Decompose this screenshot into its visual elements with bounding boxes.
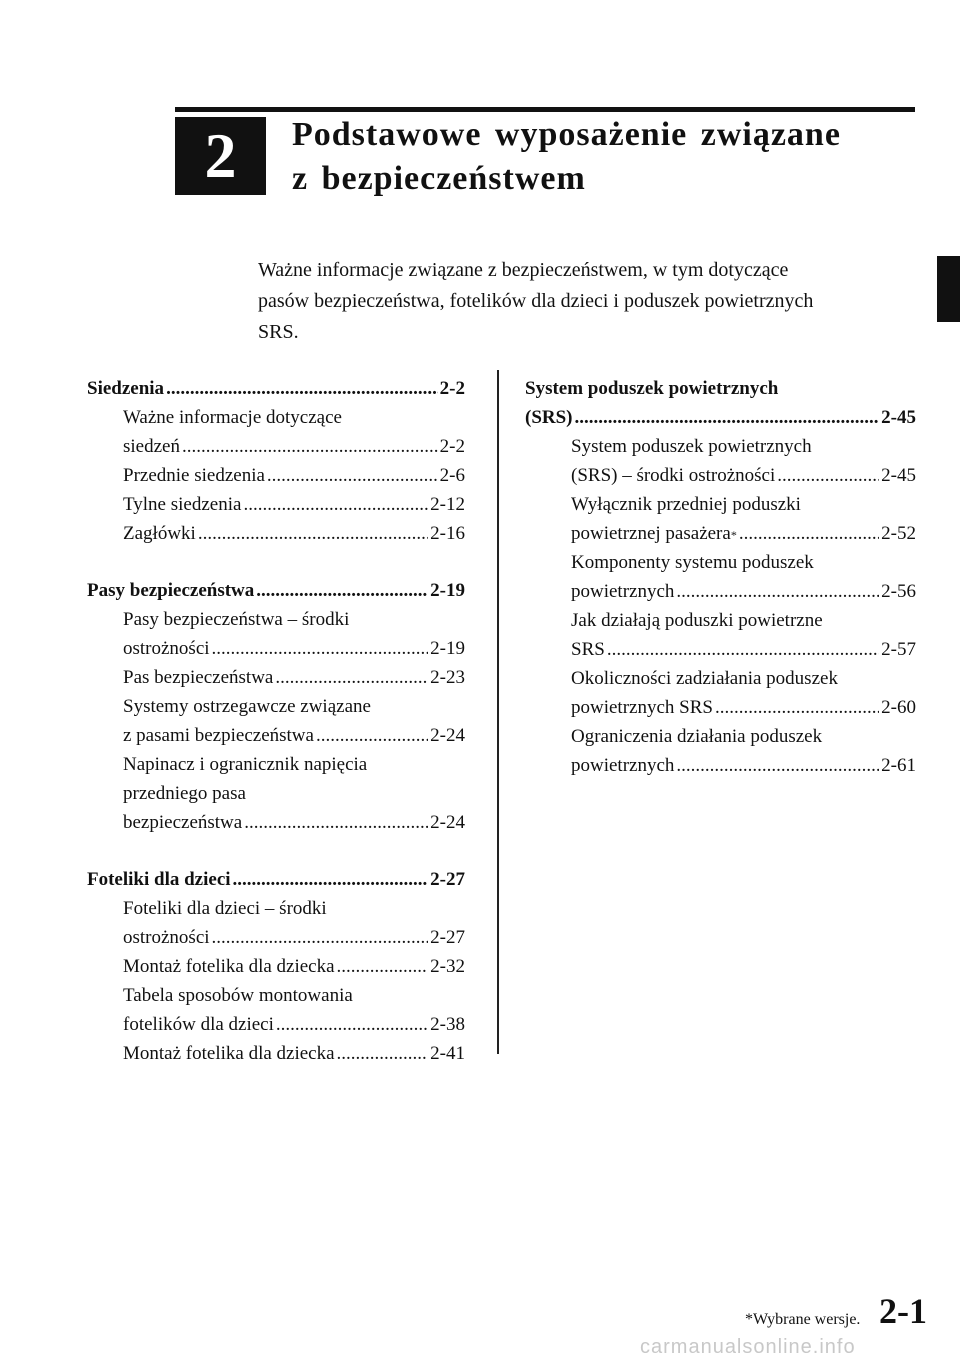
toc-entry[interactable]: Systemy ostrzegawcze związane z pasami bezpieczeństwa ..... 2-24 <box>87 692 465 750</box>
toc-page-number: 2-41 <box>430 1043 465 1064</box>
toc-page-number: 2-45 <box>881 465 916 486</box>
toc-page-number: 2-2 <box>439 436 465 457</box>
toc-entry[interactable]: Przednie siedzenia ..... 2-6 <box>87 461 465 490</box>
toc-entry[interactable]: Ważne informacje dotyczące siedzeń ..... 2-2 <box>87 403 465 461</box>
toc-entry[interactable]: Foteliki dla dzieci – środki ostrożności ..... 2-27 <box>87 894 465 952</box>
toc-page-number: 2-27 <box>430 927 465 948</box>
toc-left-column <box>87 374 465 1096</box>
toc-page-number: 2-32 <box>430 956 465 977</box>
toc-page-number: 2-2 <box>439 378 465 399</box>
toc-right-column <box>525 374 916 808</box>
toc-entry[interactable]: Tylne siedzenia ..... 2-12 <box>87 490 465 519</box>
toc-page-number: 2-16 <box>430 523 465 544</box>
footnote: *Wybrane wersje. <box>745 1311 861 1328</box>
chapter-title-line2: z bezpieczeństwem <box>292 160 586 197</box>
chapter-title <box>292 113 841 201</box>
toc-entry[interactable]: Okoliczności zadziałania poduszek powietrznych SRS ..... 2-60 <box>525 664 916 722</box>
toc-page-number: 2-45 <box>881 407 916 428</box>
toc-entry[interactable]: Pas bezpieczeństwa ..... 2-23 <box>87 663 465 692</box>
toc-section-srs <box>525 374 916 780</box>
toc-entry[interactable]: Tabela sposobów montowania fotelików dla dzieci ..... 2-38 <box>87 981 465 1039</box>
chapter-intro <box>258 255 908 348</box>
chapter-top-rule <box>175 107 915 112</box>
toc-page-number: 2-61 <box>881 755 916 776</box>
toc-section-siedzenia <box>87 374 465 548</box>
toc-entry[interactable]: Zagłówki ..... 2-16 <box>87 519 465 548</box>
page-number: 2-1 <box>879 1291 927 1331</box>
chapter-number-box <box>175 117 266 195</box>
toc-page-number: 2-19 <box>430 638 465 659</box>
toc-page-number: 2-19 <box>430 580 465 601</box>
toc-page-number: 2-56 <box>881 581 916 602</box>
toc-page-number: 2-12 <box>430 494 465 515</box>
toc-page-number: 2-52 <box>881 523 916 544</box>
toc-section-heading[interactable]: Pasy bezpieczeństwa ..... 2-19 <box>87 576 465 605</box>
toc-entry[interactable]: Komponenty systemu poduszek powietrznych ..... 2-56 <box>525 548 916 606</box>
toc-entry[interactable]: Napinacz i ogranicznik napięcia przedniego pasa bezpieczeństwa ..... 2-24 <box>87 750 465 837</box>
toc-entry[interactable]: Jak działają poduszki powietrzne SRS ..... 2-57 <box>525 606 916 664</box>
toc-page-number: 2-24 <box>430 725 465 746</box>
intro-line: pasów bezpieczeństwa, fotelików dla dzieci i poduszek powietrznych <box>258 290 814 312</box>
chapter-title-line1: Podstawowe wyposażenie związane <box>292 116 841 153</box>
toc-entry[interactable]: System poduszek powietrznych (SRS) – środki ostrożności ..... 2-45 <box>525 432 916 490</box>
toc-page-number: 2-38 <box>430 1014 465 1035</box>
chapter-number: 2 <box>204 120 237 191</box>
toc-page-number: 2-57 <box>881 639 916 660</box>
toc-section-heading[interactable]: System poduszek powietrznych (SRS) ..... 2-45 <box>525 374 916 432</box>
intro-line: SRS. <box>258 321 299 343</box>
toc-entry[interactable]: Wyłącznik przedniej poduszki powietrznej pasażera * ..... 2-52 <box>525 490 916 548</box>
toc-section-foteliki <box>87 865 465 1068</box>
toc-entry[interactable]: Pasy bezpieczeństwa – środki ostrożności ..... 2-19 <box>87 605 465 663</box>
toc-page-number: 2-6 <box>439 465 465 486</box>
toc-section-heading[interactable]: Siedzenia ..... 2-2 <box>87 374 465 403</box>
toc-page-number: 2-24 <box>430 812 465 833</box>
toc-section-pasy <box>87 576 465 837</box>
toc-entry[interactable]: Montaż fotelika dla dziecka ..... 2-32 <box>87 952 465 981</box>
chapter-side-tab <box>937 256 960 322</box>
toc-page-number: 2-27 <box>430 869 465 890</box>
toc-page-number: 2-23 <box>430 667 465 688</box>
column-divider <box>497 370 499 1054</box>
toc-entry[interactable]: Montaż fotelika dla dziecka ..... 2-41 <box>87 1039 465 1068</box>
intro-line: Ważne informacje związane z bezpieczeństwem, w tym dotyczące <box>258 259 789 281</box>
watermark: carmanualsonline.info <box>640 1336 856 1358</box>
toc-page-number: 2-60 <box>881 697 916 718</box>
toc-entry[interactable]: Ograniczenia działania poduszek powietrznych ..... 2-61 <box>525 722 916 780</box>
toc-section-heading[interactable]: Foteliki dla dzieci ..... 2-27 <box>87 865 465 894</box>
